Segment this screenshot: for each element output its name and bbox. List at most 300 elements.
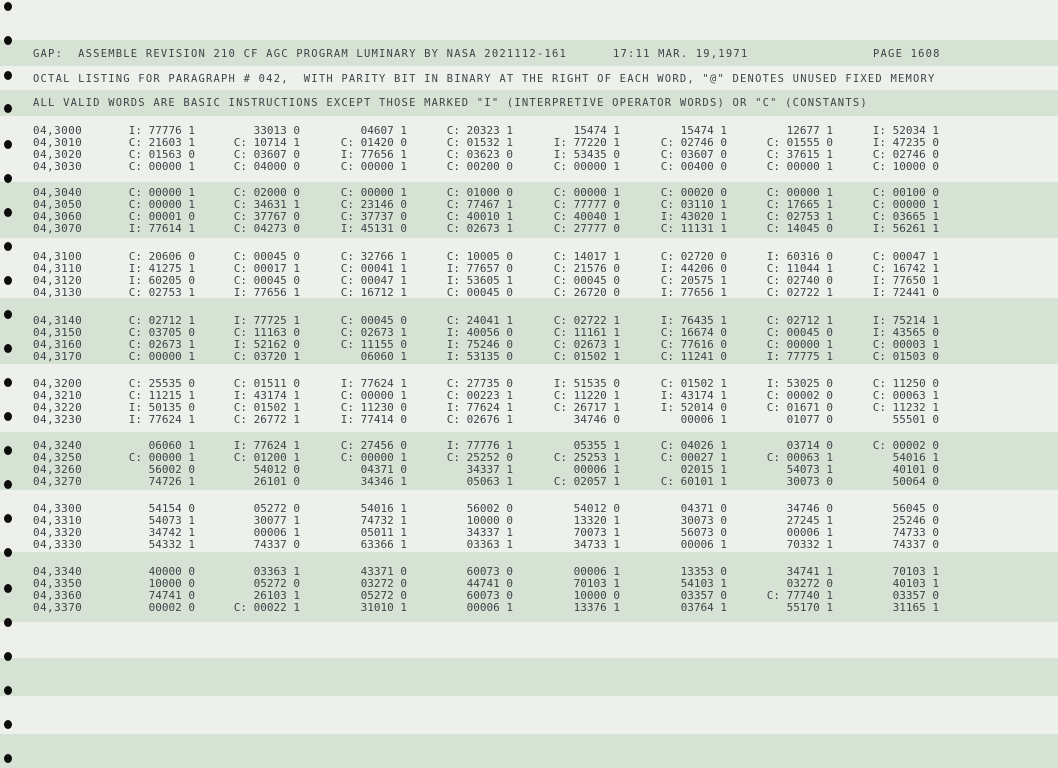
octal-word: C: 20575 1 [660,274,727,287]
octal-word: 74741 0 [148,589,195,602]
octal-word: C: 00022 1 [233,601,300,614]
octal-word: 31165 1 [892,601,939,614]
octal-word: C: 20606 0 [128,250,195,263]
octal-word: C: 16742 1 [872,262,939,275]
feed-hole [4,652,12,661]
octal-word: 03272 0 [786,577,833,590]
feed-hole [4,36,12,45]
octal-word: 05011 1 [360,526,407,539]
octal-word: C: 00017 1 [233,262,300,275]
octal-word: I: 77624 1 [446,401,513,414]
octal-word: C: 00000 1 [766,186,833,199]
octal-word: C: 02740 0 [766,274,833,287]
octal-word: C: 04000 0 [233,160,300,173]
feed-hole [4,344,12,353]
word-address: 04,3160 [33,338,83,351]
octal-word: 63366 1 [360,538,407,551]
octal-word: 13320 1 [573,514,620,527]
octal-word: C: 03705 0 [128,326,195,339]
octal-word: C: 37615 1 [766,148,833,161]
octal-word: C: 01555 0 [766,136,833,149]
octal-word: C: 77740 1 [766,589,833,602]
octal-word: I: 53025 0 [766,377,833,390]
octal-word: C: 00000 1 [340,186,407,199]
octal-word: 05272 0 [253,577,300,590]
octal-word: C: 01502 1 [660,377,727,390]
word-address: 04,3010 [33,136,83,149]
octal-word: 00006 1 [466,601,513,614]
octal-word: 34337 1 [466,463,513,476]
octal-word: C: 37767 0 [233,210,300,223]
octal-word: C: 40010 1 [446,210,513,223]
octal-word: C: 00200 0 [446,160,513,173]
octal-word: C: 10714 1 [233,136,300,149]
feed-hole [4,2,12,11]
octal-word: C: 11232 1 [872,401,939,414]
octal-word: C: 00000 1 [128,160,195,173]
octal-word: C: 03720 1 [233,350,300,363]
feed-hole [4,242,12,251]
octal-word: 54012 0 [253,463,300,476]
octal-word: 40101 0 [892,463,939,476]
octal-word: 60073 0 [466,565,513,578]
octal-word: I: 77414 0 [340,413,407,426]
octal-word: 34337 1 [466,526,513,539]
word-address: 04,3100 [33,250,83,263]
word-address: 04,3330 [33,538,83,551]
octal-word: 13376 1 [573,601,620,614]
octal-word: C: 00000 1 [128,350,195,363]
octal-word: C: 26717 1 [553,401,620,414]
octal-word: C: 00003 1 [872,338,939,351]
octal-word: C: 00047 1 [872,250,939,263]
octal-word: C: 37737 0 [340,210,407,223]
feed-hole [4,174,12,183]
octal-word: I: 53605 1 [446,274,513,287]
octal-word: C: 77467 1 [446,198,513,211]
octal-word: 54073 1 [148,514,195,527]
octal-word: C: 01503 0 [872,350,939,363]
octal-word: 15474 1 [680,124,727,137]
octal-word: C: 21576 0 [553,262,620,275]
octal-word: 03764 1 [680,601,727,614]
octal-word: C: 03623 0 [446,148,513,161]
word-address: 04,3220 [33,401,83,414]
octal-word: C: 77777 0 [553,198,620,211]
octal-word: I: 41275 1 [128,262,195,275]
octal-word: C: 00000 1 [553,186,620,199]
word-address: 04,3240 [33,439,83,452]
octal-word: C: 02000 0 [233,186,300,199]
octal-word: 05063 1 [466,475,513,488]
octal-word: 33013 0 [253,124,300,137]
octal-word: C: 00100 0 [872,186,939,199]
octal-word: C: 02673 1 [446,222,513,235]
octal-word: 54332 1 [148,538,195,551]
octal-word: C: 02712 1 [128,314,195,327]
octal-word: C: 25535 0 [128,377,195,390]
octal-word: I: 77614 1 [128,222,195,235]
octal-word: C: 00063 1 [872,389,939,402]
octal-word: C: 16674 0 [660,326,727,339]
octal-word: C: 11161 1 [553,326,620,339]
octal-word: I: 52034 1 [872,124,939,137]
octal-word: I: 60316 0 [766,250,833,263]
octal-word: C: 02753 1 [766,210,833,223]
octal-word: 34742 1 [148,526,195,539]
octal-word: I: 43565 0 [872,326,939,339]
header-listing-description: OCTAL LISTING FOR PARAGRAPH # 042, WITH PARITY BIT IN BINARY AT THE RIGHT OF EACH WORD, "@" DENOTES UNUSED FIXED MEMORY [33,73,936,85]
octal-word: C: 25252 0 [446,451,513,464]
header-title: GAP: ASSEMBLE REVISION 210 CF AGC PROGRAM LUMINARY BY NASA 2021112-161 [33,48,568,60]
header-legend: ALL VALID WORDS ARE BASIC INSTRUCTIONS EXCEPT THOSE MARKED "I" (INTERPRETIVE OPERATOR WORDS) OR "C" (CONSTANTS) [33,97,868,109]
octal-word: C: 11044 1 [766,262,833,275]
octal-word: C: 01563 0 [128,148,195,161]
octal-word: C: 00001 0 [128,210,195,223]
octal-word: 74732 1 [360,514,407,527]
octal-word: C: 03607 0 [233,148,300,161]
octal-word: C: 01502 1 [553,350,620,363]
octal-word: I: 40056 0 [446,326,513,339]
feed-hole [4,140,12,149]
octal-word: I: 72441 0 [872,286,939,299]
octal-word: 74337 0 [253,538,300,551]
octal-word: I: 77725 1 [233,314,300,327]
octal-word: 13353 0 [680,565,727,578]
octal-word: C: 00045 0 [233,250,300,263]
octal-word: C: 10005 0 [446,250,513,263]
octal-word: I: 77775 1 [766,350,833,363]
octal-word: C: 03607 0 [660,148,727,161]
octal-word: 54154 0 [148,502,195,515]
octal-word: 56073 0 [680,526,727,539]
octal-word: C: 27777 0 [553,222,620,235]
octal-word: C: 02673 1 [553,338,620,351]
word-address: 04,3200 [33,377,83,390]
octal-word: 00006 1 [680,413,727,426]
octal-word: C: 02746 0 [660,136,727,149]
octal-word: C: 00000 1 [766,160,833,173]
octal-word: 54103 1 [680,577,727,590]
octal-word: I: 77650 1 [872,274,939,287]
octal-word: 00006 1 [573,463,620,476]
word-address: 04,3030 [33,160,83,173]
octal-word: C: 00063 1 [766,451,833,464]
word-address: 04,3170 [33,350,83,363]
tractor-feed-holes [0,0,20,768]
word-address: 04,3270 [33,475,83,488]
word-address: 04,3370 [33,601,83,614]
word-address: 04,3130 [33,286,83,299]
octal-word: C: 11220 1 [553,389,620,402]
feed-hole [4,208,12,217]
octal-word: C: 03110 1 [660,198,727,211]
octal-word: 50064 0 [892,475,939,488]
octal-word: 03363 1 [253,565,300,578]
octal-word: C: 25253 1 [553,451,620,464]
octal-word: 70103 1 [573,577,620,590]
octal-word: C: 00045 0 [766,326,833,339]
octal-word: C: 14045 0 [766,222,833,235]
feed-hole [4,618,12,627]
octal-word: I: 53435 0 [553,148,620,161]
octal-word: C: 32766 1 [340,250,407,263]
octal-word: 00006 1 [573,565,620,578]
octal-word: 70103 1 [892,565,939,578]
octal-word: I: 77657 0 [446,262,513,275]
octal-word: 10000 0 [148,577,195,590]
octal-word: 26101 0 [253,475,300,488]
octal-word: I: 45131 0 [340,222,407,235]
word-address: 04,3350 [33,577,83,590]
octal-word: C: 34631 1 [233,198,300,211]
octal-word: 25246 0 [892,514,939,527]
octal-word: C: 11163 0 [233,326,300,339]
header-timestamp: 17:11 MAR. 19,1971 [613,48,749,60]
octal-word: 43371 0 [360,565,407,578]
octal-word: 01077 0 [786,413,833,426]
octal-word: 56045 0 [892,502,939,515]
octal-word: 03272 0 [360,577,407,590]
octal-word: C: 01420 0 [340,136,407,149]
octal-word: 34741 1 [786,565,833,578]
octal-word: 70332 1 [786,538,833,551]
octal-word: C: 00020 0 [660,186,727,199]
octal-word: 27245 1 [786,514,833,527]
feed-hole [4,754,12,763]
octal-word: C: 00000 1 [340,160,407,173]
octal-word: 56002 0 [466,502,513,515]
octal-word: 00002 0 [148,601,195,614]
octal-word: I: 77220 1 [553,136,620,149]
octal-word: C: 11230 0 [340,401,407,414]
octal-word: C: 11241 0 [660,350,727,363]
octal-word: 04371 0 [360,463,407,476]
octal-word: 10000 0 [466,514,513,527]
octal-word: 34733 1 [573,538,620,551]
octal-word: 05355 1 [573,439,620,452]
octal-word: C: 60101 1 [660,475,727,488]
feed-hole [4,584,12,593]
octal-word: C: 11215 1 [128,389,195,402]
octal-word: 74733 0 [892,526,939,539]
feed-hole [4,480,12,489]
octal-word: 12677 1 [786,124,833,137]
octal-word: C: 11250 0 [872,377,939,390]
octal-word: C: 00000 1 [766,338,833,351]
octal-word: 54012 0 [573,502,620,515]
word-address: 04,3020 [33,148,83,161]
octal-word: C: 02676 1 [446,413,513,426]
octal-word: C: 11131 1 [660,222,727,235]
octal-word: C: 23146 0 [340,198,407,211]
octal-word: C: 00000 1 [128,451,195,464]
feed-hole [4,276,12,285]
octal-word: C: 01511 0 [233,377,300,390]
word-address: 04,3000 [33,124,83,137]
octal-word: 40103 1 [892,577,939,590]
octal-word: C: 00002 0 [766,389,833,402]
word-address: 04,3210 [33,389,83,402]
feed-hole [4,104,12,113]
octal-word: C: 01532 1 [446,136,513,149]
octal-word: 02015 1 [680,463,727,476]
word-address: 04,3060 [33,210,83,223]
octal-word: I: 50135 0 [128,401,195,414]
page-number: PAGE 1608 [873,48,941,60]
word-address: 04,3070 [33,222,83,235]
octal-word: C: 02722 1 [553,314,620,327]
word-address: 04,3300 [33,502,83,515]
octal-word: 34746 0 [573,413,620,426]
octal-word: C: 17665 1 [766,198,833,211]
octal-word: C: 00045 0 [553,274,620,287]
feed-hole [4,548,12,557]
octal-word: 03363 1 [466,538,513,551]
octal-word: 00006 1 [253,526,300,539]
octal-word: I: 75246 0 [446,338,513,351]
word-address: 04,3120 [33,274,83,287]
octal-word: C: 02746 0 [872,148,939,161]
octal-word: 60073 0 [466,589,513,602]
octal-word: C: 00045 0 [446,286,513,299]
octal-word: 06060 1 [148,439,195,452]
octal-word: 56002 0 [148,463,195,476]
octal-word: C: 27456 0 [340,439,407,452]
octal-word: C: 03665 1 [872,210,939,223]
octal-word: 03357 0 [892,589,939,602]
octal-word: 44741 0 [466,577,513,590]
octal-word: 30073 0 [680,514,727,527]
word-address: 04,3260 [33,463,83,476]
octal-word: 54016 1 [892,451,939,464]
octal-word: C: 00223 1 [446,389,513,402]
word-address: 04,3150 [33,326,83,339]
octal-word: C: 00400 0 [660,160,727,173]
octal-word: C: 02753 1 [128,286,195,299]
octal-word: I: 44206 0 [660,262,727,275]
word-address: 04,3050 [33,198,83,211]
word-address: 04,3230 [33,413,83,426]
octal-word: C: 00000 1 [553,160,620,173]
feed-hole [4,378,12,387]
feed-hole [4,412,12,421]
octal-word: I: 77656 1 [340,148,407,161]
word-address: 04,3320 [33,526,83,539]
octal-word: 03357 0 [680,589,727,602]
octal-word: 05272 0 [253,502,300,515]
feed-hole [4,71,12,80]
octal-word: 05272 0 [360,589,407,602]
octal-word: 30077 1 [253,514,300,527]
octal-word: 31010 1 [360,601,407,614]
octal-word: 74726 1 [148,475,195,488]
octal-word: I: 77776 1 [128,124,195,137]
octal-word: I: 77656 1 [233,286,300,299]
octal-word: C: 26720 0 [553,286,620,299]
word-address: 04,3250 [33,451,83,464]
word-address: 04,3110 [33,262,83,275]
octal-word: C: 04273 0 [233,222,300,235]
octal-word: 15474 1 [573,124,620,137]
octal-word: 06060 1 [360,350,407,363]
octal-word: C: 00045 0 [233,274,300,287]
octal-word: C: 27735 0 [446,377,513,390]
octal-word: C: 02712 1 [766,314,833,327]
octal-word: 03714 0 [786,439,833,452]
octal-word: 10000 0 [573,589,620,602]
octal-word: C: 00047 1 [340,274,407,287]
octal-word: C: 00045 0 [340,314,407,327]
octal-word: I: 43020 1 [660,210,727,223]
feed-hole [4,686,12,695]
octal-word: C: 01000 0 [446,186,513,199]
octal-word: C: 00027 1 [660,451,727,464]
octal-word: C: 10000 0 [872,160,939,173]
octal-word: I: 76435 1 [660,314,727,327]
octal-word: C: 16712 1 [340,286,407,299]
octal-word: C: 02720 0 [660,250,727,263]
octal-word: I: 75214 1 [872,314,939,327]
octal-word: C: 02057 1 [553,475,620,488]
octal-word: C: 00000 1 [872,198,939,211]
octal-word: C: 20323 1 [446,124,513,137]
octal-word: I: 77624 1 [128,413,195,426]
octal-word: C: 01200 1 [233,451,300,464]
octal-word: C: 02722 1 [766,286,833,299]
octal-word: I: 60205 0 [128,274,195,287]
octal-word: 74337 0 [892,538,939,551]
octal-word: C: 00000 1 [128,198,195,211]
octal-word: 04607 1 [360,124,407,137]
octal-word: 54073 1 [786,463,833,476]
octal-word: 00006 1 [680,538,727,551]
octal-word: C: 00000 1 [340,389,407,402]
octal-word: C: 77616 0 [660,338,727,351]
octal-word: C: 24041 1 [446,314,513,327]
octal-word: I: 56261 1 [872,222,939,235]
word-address: 04,3310 [33,514,83,527]
word-address: 04,3040 [33,186,83,199]
octal-word: 40000 0 [148,565,195,578]
octal-word: I: 77776 1 [446,439,513,452]
octal-word: I: 52014 0 [660,401,727,414]
octal-word: I: 43174 1 [660,389,727,402]
octal-word: 26103 1 [253,589,300,602]
octal-word: C: 01502 1 [233,401,300,414]
word-address: 04,3360 [33,589,83,602]
octal-word: I: 77656 1 [660,286,727,299]
octal-word: 04371 0 [680,502,727,515]
octal-word: 34746 0 [786,502,833,515]
octal-word: 54016 1 [360,502,407,515]
octal-word: C: 04026 1 [660,439,727,452]
feed-hole [4,720,12,729]
octal-word: C: 00041 1 [340,262,407,275]
word-address: 04,3140 [33,314,83,327]
octal-word: I: 47235 0 [872,136,939,149]
octal-word: 55501 0 [892,413,939,426]
octal-word: C: 11155 0 [340,338,407,351]
octal-word: 34346 1 [360,475,407,488]
word-address: 04,3340 [33,565,83,578]
octal-word: C: 01671 0 [766,401,833,414]
octal-word: I: 51535 0 [553,377,620,390]
octal-word: 30073 0 [786,475,833,488]
feed-hole [4,310,12,319]
octal-word: 00006 1 [786,526,833,539]
octal-word: C: 00000 1 [340,451,407,464]
